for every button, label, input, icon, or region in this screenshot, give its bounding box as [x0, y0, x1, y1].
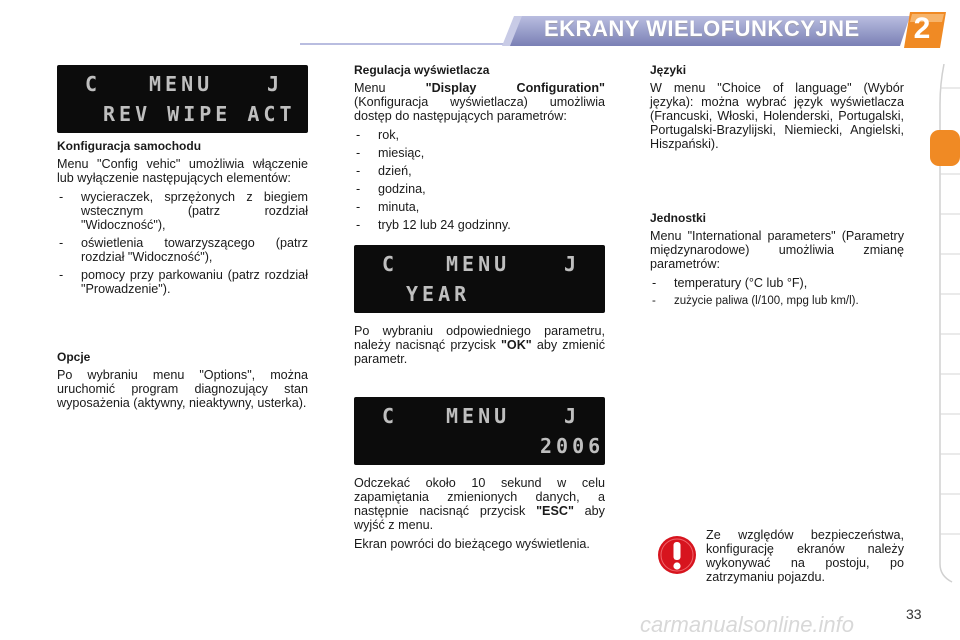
vehicle-config-section [57, 139, 308, 300]
chapter-number: 2 [913, 12, 931, 45]
languages-section [650, 63, 904, 156]
lcd-line1-right: J [564, 404, 581, 428]
display-settings-section [354, 63, 605, 236]
wait-suffix: aby wyjść z menu. [354, 504, 605, 532]
lcd-line1-center: MENU [446, 252, 511, 276]
list-item: - tryb 12 lub 24 godzinny. [354, 218, 605, 232]
intro-prefix: Menu [354, 81, 426, 95]
list-item: - oświetlenia towarzyszącego (patrz rozdział "Widoczność"), [57, 236, 308, 264]
vehicle-config-title: Konfiguracja samochodu [57, 139, 202, 153]
lcd-screen-year [354, 245, 605, 313]
list-item: - minuta, [354, 200, 605, 214]
vehicle-config-intro: Menu "Config vehic" umożliwia włączenie lub wyłączenie następujących elementów: [57, 157, 308, 185]
lcd-line1-left: C [382, 404, 399, 428]
lcd-line1-left: C [382, 252, 399, 276]
page-number: 33 [906, 606, 922, 622]
list-item: - dzień, [354, 164, 605, 178]
list-item: - wycieraczek, sprzężonych z biegiem wstecznym (patrz rozdział "Widoczność"), [57, 190, 308, 232]
lcd-line1-center: MENU [149, 72, 214, 96]
lcd-line2: REV WIPE ACT [103, 102, 296, 126]
intro-suffix: (Konfiguracja wyświetlacza) umożliwia dostęp do następujących parametrów: [354, 95, 605, 123]
languages-title: Języki [650, 63, 687, 77]
wait-text [354, 476, 605, 532]
lcd-line1-center: MENU [446, 404, 511, 428]
watermark: carmanualsonline.info [640, 612, 855, 637]
list-item: - rok, [354, 128, 605, 142]
vehicle-config-list [57, 190, 308, 296]
lcd-line2: 2006 [540, 434, 605, 458]
intro-menu-name: "Display Configuration" [425, 81, 605, 95]
page-title: EKRANY WIELOFUNKCYJNE [544, 16, 860, 41]
lcd-line1-right: J [564, 252, 581, 276]
lcd-line2: YEAR [406, 282, 471, 306]
list-item: - godzina, [354, 182, 605, 196]
options-text: Po wybraniu menu "Options", można uruchomić program diagnozujący stan wyposażenia (aktywny, nieaktywny, usterka). [57, 368, 308, 410]
display-settings-intro [354, 81, 605, 123]
lcd-line1-right: J [267, 72, 284, 96]
list-item: - zużycie paliwa (l/100, mpg lub km/l). [650, 294, 904, 308]
units-list [650, 276, 904, 308]
units-section [650, 211, 904, 312]
options-title: Opcje [57, 350, 91, 364]
after-select-text [354, 324, 605, 366]
after-select-section [354, 324, 605, 371]
ok-button-label: "OK" [500, 338, 532, 352]
return-text: Ekran powróci do bieżącego wyświetlenia. [354, 537, 590, 551]
after-select-suffix: aby zmienić parametr. [354, 338, 605, 366]
wait-section [354, 476, 605, 556]
units-intro: Menu "International parameters" (Parametry międzynarodowe) umożliwia zmianę parametrów: [650, 229, 904, 271]
warning-text: Ze względów bezpieczeństwa, konfigurację ekranów należy wykonywać na postoju, po zatrzymaniu pojazdu. [706, 528, 904, 584]
display-settings-title: Regulacja wyświetlacza [354, 63, 490, 77]
lcd-screen-2006 [354, 397, 605, 465]
wait-prefix: Odczekać około 10 sekund w celu zapamiętania zmienionych danych, a następnie nacisnąć przycisk [354, 476, 605, 518]
exclamation-icon [657, 535, 697, 575]
list-item: - miesiąc, [354, 146, 605, 160]
list-item: - temperatury (°C lub °F), [650, 276, 904, 290]
after-select-prefix: Po wybraniu odpowiedniego parametru, należy nacisnąć przycisk [354, 324, 605, 352]
chapter-tabs [930, 64, 960, 584]
list-item: - pomocy przy parkowaniu (patrz rozdział "Prowadzenie"). [57, 268, 308, 296]
esc-button-label: "ESC" [536, 504, 574, 518]
options-section [57, 350, 308, 415]
lcd-line1-left: C [85, 72, 102, 96]
languages-text: W menu "Choice of language" (Wybór języka): można wybrać język wyświetlacza (Francuski, Włoski, Holenderski, Portugalski, Portugalski-Brazylijski, Niemiecki, Angielski, Hiszpański). [650, 81, 904, 151]
units-title: Jednostki [650, 211, 707, 225]
lcd-screen-rev-wipe [57, 65, 308, 133]
display-settings-list [354, 128, 605, 232]
